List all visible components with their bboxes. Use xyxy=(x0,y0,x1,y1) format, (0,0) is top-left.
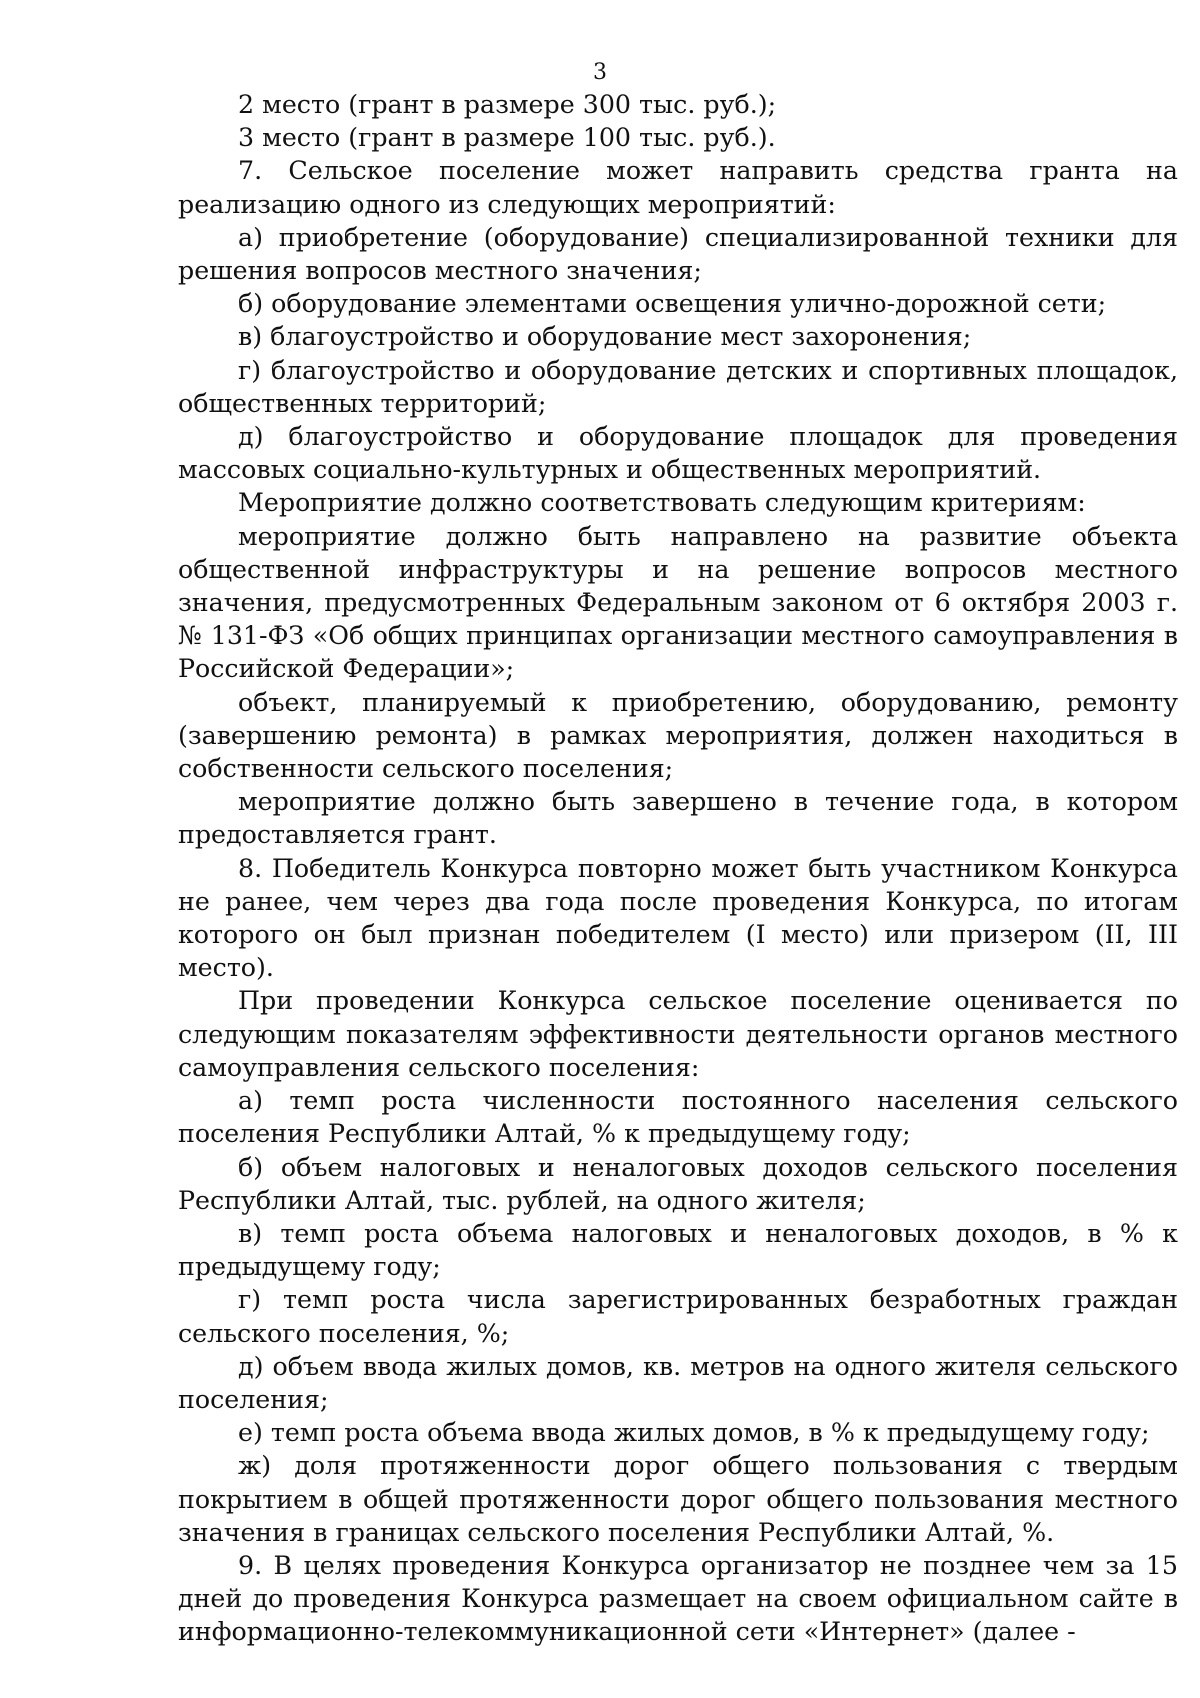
paragraph-clause-7-b: б) оборудование элементами освещения улично-дорожной сети; xyxy=(238,289,1107,319)
paragraph-criterion-3: мероприятие должно быть завершено в течение года, в котором предоставляется грант. xyxy=(178,787,1178,850)
paragraph-clause-7-v: в) благоустройство и оборудование мест захоронения; xyxy=(238,322,972,352)
paragraph-clause-7-a: а) приобретение (оборудование) специализированной техники для решения вопросов местного значения; xyxy=(178,222,1178,286)
document-body xyxy=(178,88,1178,1649)
paragraph-indicator-a: а) темп роста численности постоянного населения сельского поселения Республики Алтай, % к предыдущему году; xyxy=(178,1086,1178,1149)
paragraph-clause-7: 7. Сельское поселение может направить средства гранта на реализацию одного из следующих мероприятий: xyxy=(178,156,1178,219)
paragraph-indicator-b: б) объем налоговых и неналоговых доходов сельского поселения Республики Алтай, тыс. рублей, на одного жителя; xyxy=(178,1152,1178,1215)
paragraph-clause-7-d: д) благоустройство и оборудование площадок для проведения массовых социально-культурных и общественных мероприятий. xyxy=(178,422,1178,485)
paragraph-indicator-v: в) темп роста объема налоговых и неналоговых доходов, в % к предыдущему году; xyxy=(178,1218,1178,1282)
paragraph-indicator-d: д) объем ввода жилых домов, кв. метров на одного жителя сельского поселения; xyxy=(178,1351,1178,1414)
paragraph-clause-8: 8. Победитель Конкурса повторно может быть участником Конкурса не ранее, чем через два года после проведения Конкурса, по итогам которого он был признан победителем (I место) или призером (II, III место). xyxy=(178,853,1178,983)
paragraph-indicator-zh: ж) доля протяженности дорог общего пользования с твердым покрытием в общей протяженности дорог общего пользования местного значения в границах сельского поселения Республики Алтай, %. xyxy=(178,1451,1178,1547)
paragraph-indicator-e: е) темп роста объема ввода жилых домов, в % к предыдущему году; xyxy=(238,1418,1150,1448)
paragraph-clause-7-g: г) благоустройство и оборудование детских и спортивных площадок, общественных территорий; xyxy=(178,355,1178,418)
paragraph-indicators-intro: При проведении Конкурса сельское поселение оценивается по следующим показателям эффективности деятельности органов местного самоуправления сельского поселения: xyxy=(178,986,1178,1082)
paragraph-criterion-1: мероприятие должно быть направлено на развитие объекта общественной инфраструктуры и на решение вопросов местного значения, предусмотренных Федеральным законом от 6 октября 2003 г. № 131-ФЗ «Об общих принципах организации местного самоуправления в Российской Федерации»; xyxy=(178,521,1178,684)
paragraph-criteria-intro: Мероприятие должно соответствовать следующим критериям: xyxy=(238,488,1086,518)
paragraph-clause-9: 9. В целях проведения Конкурса организатор не позднее чем за 15 дней до проведения Конкурса размещает на своем официальном сайте в информационно-телекоммуникационной сети «Интернет» (далее - xyxy=(178,1550,1178,1647)
paragraph-indicator-g: г) темп роста числа зарегистрированных безработных граждан сельского поселения, %; xyxy=(178,1285,1178,1348)
paragraph-place-3: 3 место (грант в размере 100 тыс. руб.). xyxy=(238,123,776,153)
paragraph-criterion-2: объект, планируемый к приобретению, оборудованию, ремонту (завершению ремонта) в рамках мероприятия, должен находиться в собственности сельского поселения; xyxy=(178,687,1178,784)
paragraph-place-2: 2 место (грант в размере 300 тыс. руб.); xyxy=(238,90,777,119)
page-number: 3 xyxy=(593,60,607,85)
